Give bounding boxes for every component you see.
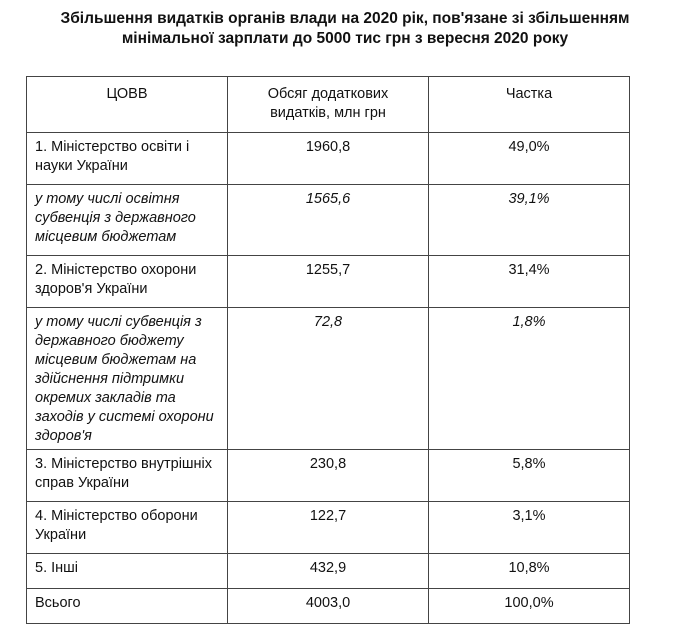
header-amount: Обсяг додаткових видатків, млн грн <box>228 77 429 133</box>
row-share: 100,0% <box>429 589 630 624</box>
row-name: 2. Міністерство охорони здоров'я України <box>27 256 228 308</box>
table-row <box>27 256 630 308</box>
row-amount: 432,9 <box>228 554 429 589</box>
row-amount: 122,7 <box>228 502 429 554</box>
table-header-row <box>27 77 630 133</box>
row-name: 1. Міністерство освіти і науки України <box>27 133 228 185</box>
page-title <box>20 9 670 49</box>
row-name: у тому числі субвенція з державного бюджету місцевим бюджетам на здійснення підтримки окремих закладів та заходів у системі охорони здоров'я <box>27 308 228 450</box>
row-name: 5. Інші <box>27 554 228 589</box>
header-ministry: ЦОВВ <box>27 77 228 133</box>
row-name: у тому числі освітня субвенція з державного місцевим бюджетам <box>27 185 228 256</box>
row-share: 5,8% <box>429 450 630 502</box>
row-amount: 230,8 <box>228 450 429 502</box>
table-row <box>27 450 630 502</box>
row-name: Всього <box>27 589 228 624</box>
table-total-row <box>27 589 630 624</box>
row-amount: 1255,7 <box>228 256 429 308</box>
title-line-2: мінімальної зарплати до 5000 тис грн з вересня 2020 року <box>121 30 569 47</box>
row-share: 39,1% <box>429 185 630 256</box>
row-share: 49,0% <box>429 133 630 185</box>
row-share: 31,4% <box>429 256 630 308</box>
row-amount: 72,8 <box>228 308 429 450</box>
table-row <box>27 185 630 256</box>
table-row <box>27 133 630 185</box>
expenditure-table <box>26 76 630 624</box>
row-share: 10,8% <box>429 554 630 589</box>
row-name: 4. Міністерство оборони України <box>27 502 228 554</box>
table-row <box>27 502 630 554</box>
header-share: Частка <box>429 77 630 133</box>
table-row <box>27 554 630 589</box>
row-amount: 4003,0 <box>228 589 429 624</box>
row-amount: 1960,8 <box>228 133 429 185</box>
row-share: 3,1% <box>429 502 630 554</box>
title-line-1: Збільшення видатків органів влади на 2020 рік, пов'язане зі збільшенням <box>60 10 630 27</box>
row-name: 3. Міністерство внутрішніх справ України <box>27 450 228 502</box>
row-share: 1,8% <box>429 308 630 450</box>
row-amount: 1565,6 <box>228 185 429 256</box>
table-row <box>27 308 630 450</box>
